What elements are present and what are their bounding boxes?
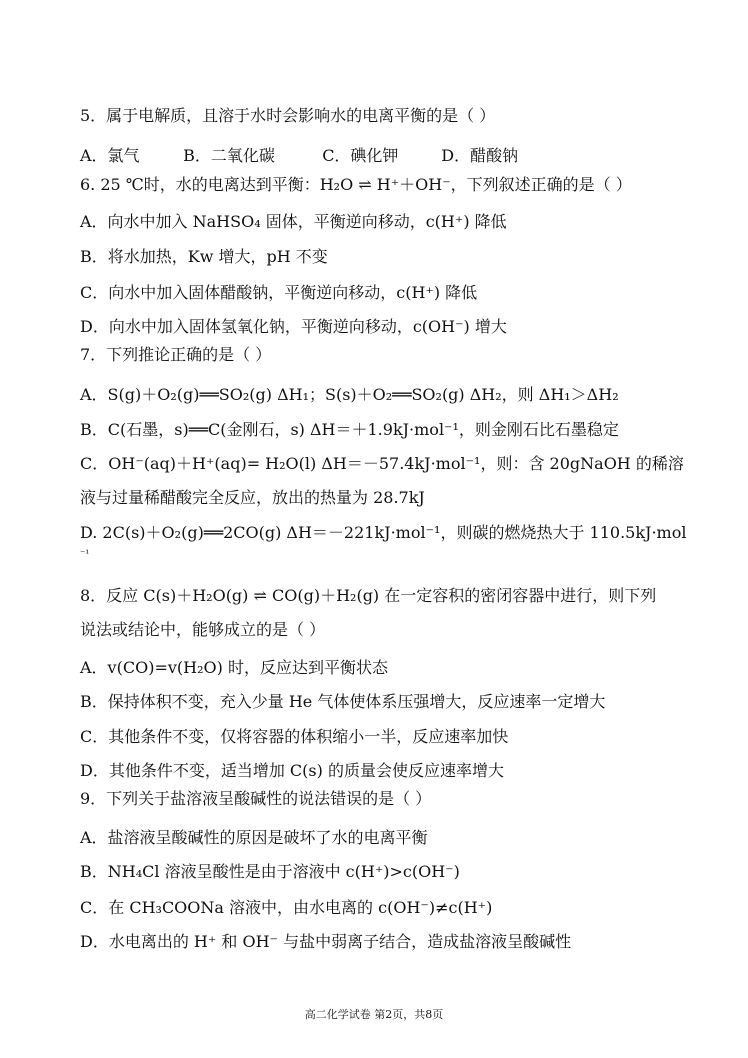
page-footer: 高二化学试卷 第2页，共8页 [304, 1008, 444, 1021]
q5-option-c: C．碘化钾 [322, 146, 399, 165]
q5-option-d: D．醋酸钠 [441, 146, 519, 165]
q7-option-c-line1: C．OH⁻(aq)＋H⁺(aq)= H₂O(l) ΔH＝－57.4kJ·mol⁻¹，则：含 20gNaOH 的稀溶 [80, 454, 684, 473]
q7-stem: 7．下列推论正确的是（ ） [80, 345, 272, 364]
q7-option-d-line1: D. 2C(s)＋O₂(g)══2CO(g) ΔH＝－221kJ·mol⁻¹，则碳的燃烧热大于 110.5kJ·mol [80, 523, 687, 542]
q8-option-c: C．其他条件不变，仅将容器的体积缩小一半，反应速率加快 [80, 727, 509, 746]
q9-option-d: D．水电离出的 H⁺ 和 OH⁻ 与盐中弱离子结合，造成盐溶液呈酸碱性 [80, 932, 572, 951]
q8-option-d: D．其他条件不变，适当增加 C(s) 的质量会使反应速率增大 [80, 761, 504, 780]
q7-option-a: A．S(g)＋O₂(g)══SO₂(g) ΔH₁；S(s)＋O₂══SO₂(g) ΔH₂，则 ΔH₁＞ΔH₂ [80, 385, 619, 404]
q9-stem: 9．下列关于盐溶液呈酸碱性的说法错误的是（ ） [80, 789, 432, 808]
q8-stem-line2: 说法或结论中，能够成立的是（ ） [80, 620, 326, 639]
q9-option-b: B．NH₄Cl 溶液呈酸性是由于溶液中 c(H⁺)>c(OH⁻) [80, 862, 460, 881]
q5-option-b: B．二氧化碳 [183, 146, 275, 165]
q8-option-b: B．保持体积不变，充入少量 He 气体使体系压强增大，反应速率一定增大 [80, 692, 606, 711]
q8-stem-line1: 8．反应 C(s)＋H₂O(g) ⇌ CO(g)＋H₂(g) 在一定容积的密闭容器中进行，则下列 [80, 586, 657, 605]
q7-option-d-line2: ⁻¹ [80, 549, 90, 560]
q6-option-a: A．向水中加入 NaHSO₄ 固体，平衡逆向移动，c(H⁺) 降低 [80, 212, 507, 231]
q6-stem: 6. 25 ℃时，水的电离达到平衡：H₂O ⇌ H⁺＋OH⁻，下列叙述正确的是（ ） [80, 175, 632, 194]
q5-options [80, 146, 518, 166]
q5-stem: 5．属于电解质，且溶于水时会影响水的电离平衡的是（ ） [80, 106, 496, 125]
q7-option-b: B．C(石墨，s)══C(金刚石，s) ΔH＝＋1.9kJ·mol⁻¹，则金刚石比石墨稳定 [80, 420, 619, 439]
q6-option-c: C．向水中加入固体醋酸钠，平衡逆向移动，c(H⁺) 降低 [80, 283, 478, 302]
q8-option-a: A．v(CO)=v(H₂O) 时，反应达到平衡状态 [80, 658, 388, 677]
q6-option-b: B．将水加热，Kw 增大，pH 不变 [80, 247, 328, 266]
q7-option-c-line2: 液与过量稀醋酸完全反应，放出的热量为 28.7kJ [80, 488, 425, 507]
q6-option-d: D．向水中加入固体氢氧化钠，平衡逆向移动，c(OH⁻) 增大 [80, 317, 507, 336]
q9-option-c: C．在 CH₃COONa 溶液中，由水电离的 c(OH⁻)≠c(H⁺) [80, 898, 493, 917]
q5-option-a: A．氯气 [80, 146, 140, 165]
q9-option-a: A．盐溶液呈酸碱性的原因是破坏了水的电离平衡 [80, 828, 428, 847]
